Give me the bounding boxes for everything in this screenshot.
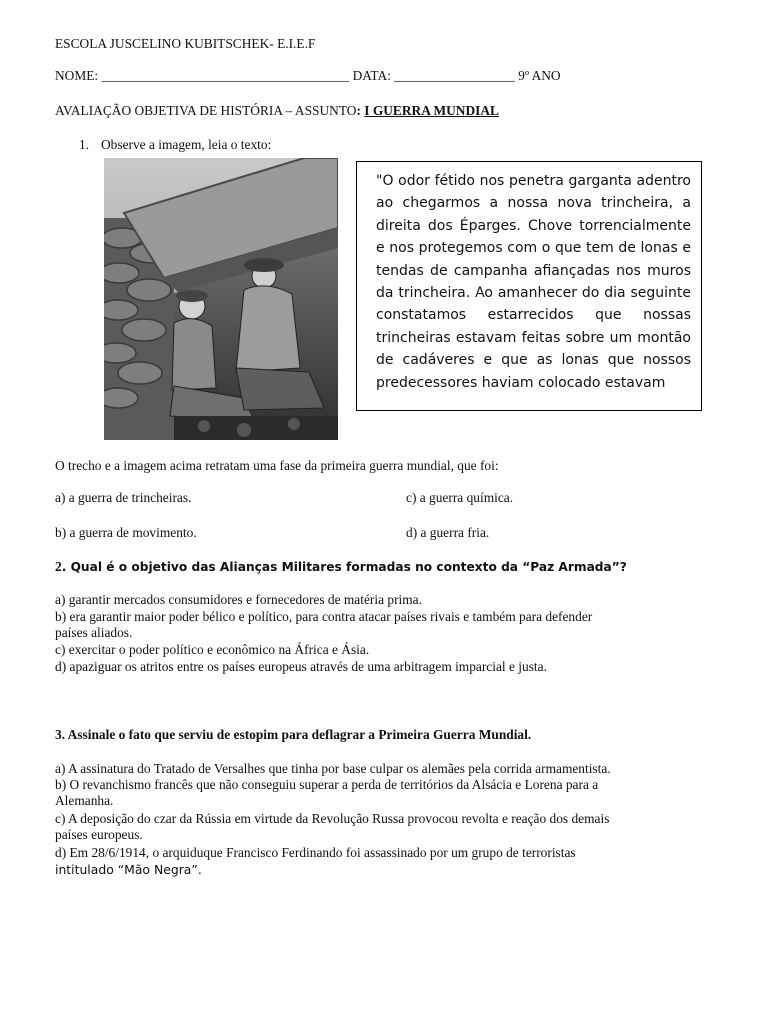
quote-box: [356, 161, 702, 411]
q1-option-c[interactable]: c) a guerra química.: [406, 490, 514, 505]
q2-title-text: . Qual é o objetivo das Alianças Militares formadas no contexto da “Paz Armada”?: [61, 560, 627, 574]
q3-option-b[interactable]: b) O revanchismo francês que não conseguiu superar a perda de territórios da Alsácia e Lorena para a: [55, 777, 599, 792]
trench-photo: [104, 158, 338, 440]
exam-subject-prefix: AVALIAÇÃO OBJETIVA DE HISTÓRIA – ASSUNTO: [55, 103, 357, 118]
q1-option-d[interactable]: d) a guerra fria.: [406, 525, 490, 540]
q2-option-d[interactable]: d) apaziguar os atritos entre os países europeus através de uma arbitragem imparcial e justa.: [55, 659, 547, 674]
q2-option-b-cont: países aliados.: [55, 625, 133, 640]
exam-title: [55, 103, 499, 119]
exam-subject-colon: :: [356, 103, 361, 118]
q3-option-a[interactable]: a) A assinatura do Tratado de Versalhes que tinha por base culpar os alemães pela corrida armamentista.: [55, 761, 611, 776]
q2-option-a[interactable]: a) garantir mercados consumidores e fornecedores de matéria prima.: [55, 592, 422, 607]
q2-option-b[interactable]: b) era garantir maior poder bélico e político, para contra atacar países rivais e também para defender: [55, 609, 593, 624]
q3-title: 3. Assinale o fato que serviu de estopim para deflagrar a Primeira Guerra Mundial.: [55, 727, 532, 742]
exam-topic: I GUERRA MUNDIAL: [364, 103, 499, 118]
q3-option-d-cont: intitulado “Mão Negra”.: [55, 862, 202, 877]
q3-option-c-cont: países europeus.: [55, 827, 143, 842]
school-name: ESCOLA JUSCELINO KUBITSCHEK- E.I.E.F: [55, 36, 316, 51]
name-date-line: NOME: _____________________________________ DATA: __________________ 9º ANO: [55, 68, 561, 83]
q3-option-b-cont: Alemanha.: [55, 793, 114, 808]
q2-option-c[interactable]: c) exercitar o poder político e econômico na África e Ásia.: [55, 642, 370, 657]
q3-option-c[interactable]: c) A deposição do czar da Rússia em virtude da Revolução Russa provocou revolta e reação dos demais: [55, 811, 610, 826]
q3-option-d[interactable]: d) Em 28/6/1914, o arquiduque Francisco Ferdinando foi assassinado por um grupo de terroristas: [55, 845, 576, 860]
q2-title: [55, 559, 627, 575]
q1-stem: O trecho e a imagem acima retratam uma fase da primeira guerra mundial, que foi:: [55, 458, 499, 473]
q1-option-a[interactable]: a) a guerra de trincheiras.: [55, 490, 192, 505]
q1-instruction: Observe a imagem, leia o texto:: [101, 137, 272, 152]
quote-text: "O odor fétido nos penetra garganta adentro ao chegarmos a nossa nova trincheira, a direita dos Éparges. Chove torrencialmente e nos protegemos com o que tem de lonas e tendas de campanha afiançadas nos muros da trincheira. Ao amanhecer do dia seguinte constatamos estarrecidos que nossas trincheiras estavam feitas sobre um montão de cadáveres e que as lonas que nossos predecessores haviam colocado estavam: [376, 173, 691, 391]
trench-soldiers-image: [104, 158, 338, 440]
q2-number: 2: [55, 559, 62, 574]
q1-option-b[interactable]: b) a guerra de movimento.: [55, 525, 197, 540]
q1-number: 1.: [79, 137, 90, 152]
